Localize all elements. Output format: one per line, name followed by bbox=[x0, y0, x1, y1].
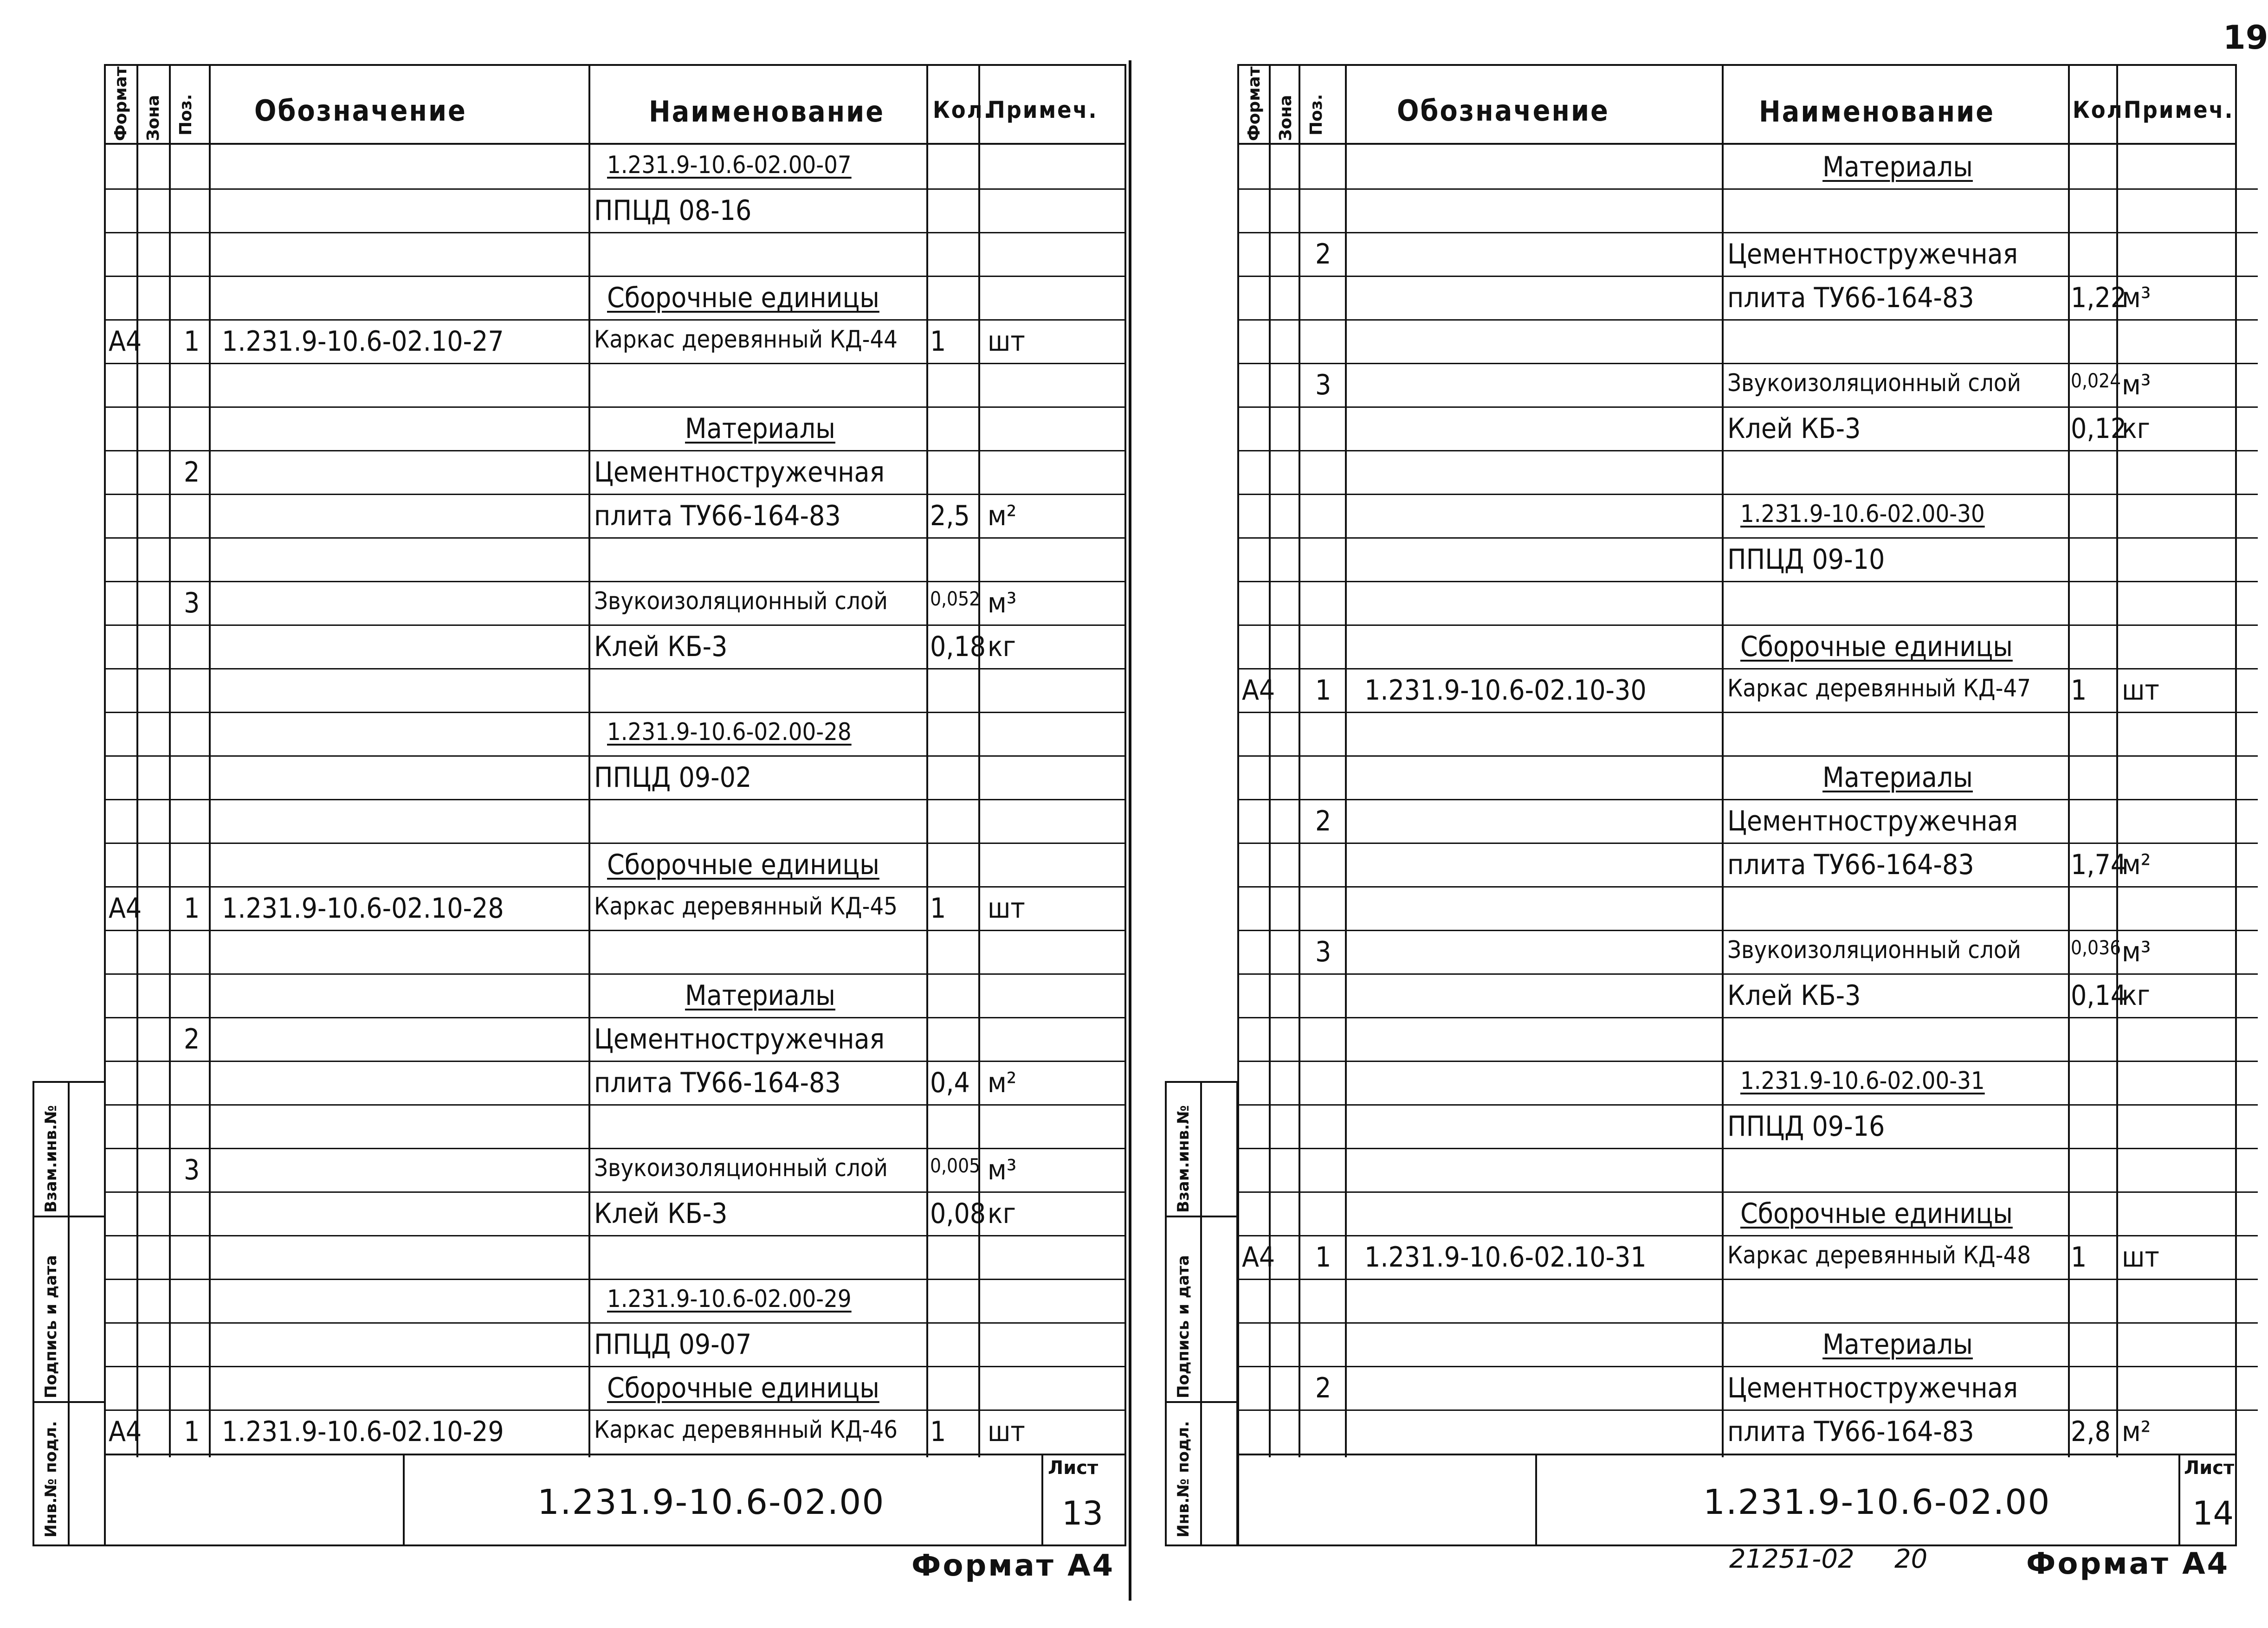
cell-note: кг bbox=[2122, 412, 2150, 445]
cell-pos: 2 bbox=[1315, 1372, 1331, 1404]
cell-pos: 1 bbox=[184, 1416, 200, 1448]
right-sidebar bbox=[1165, 1081, 1238, 1546]
cell-name: Сборочные единицы bbox=[607, 282, 879, 314]
row-divider bbox=[1239, 755, 2258, 757]
row-divider bbox=[106, 668, 1124, 669]
sidebar-inv-label: Инв.№ подл. bbox=[42, 1421, 60, 1538]
cell-qty: 0,14 bbox=[2071, 979, 2127, 1012]
cell-qty: 0,4 bbox=[930, 1067, 970, 1099]
cell-name: ППЦД 09-07 bbox=[594, 1328, 752, 1361]
cell-name: Цементностружечная bbox=[594, 456, 885, 489]
cell-name: плита ТУ66-164-83 bbox=[1727, 1416, 1974, 1448]
row-divider bbox=[1239, 624, 2258, 626]
doc-code: 1.231.9-10.6-02.00 bbox=[537, 1482, 885, 1522]
cell-note: шт bbox=[988, 1416, 1025, 1448]
right-sheet bbox=[1237, 64, 2260, 1581]
cell-name: плита ТУ66-164-83 bbox=[594, 1067, 841, 1099]
header-format: Формат bbox=[111, 66, 130, 141]
cell-note: м³ bbox=[2122, 369, 2151, 401]
row-divider bbox=[106, 1104, 1124, 1106]
cell-pos: 1 bbox=[184, 325, 200, 358]
cell-note: кг bbox=[988, 631, 1016, 663]
sidebar-block-swap bbox=[1165, 1081, 1238, 1217]
row-divider bbox=[106, 799, 1124, 800]
cell-name: Каркас деревянный КД-45 bbox=[594, 893, 898, 920]
cell-name: Сборочные единицы bbox=[1740, 1197, 2013, 1230]
header-format: Формат bbox=[1245, 66, 1264, 141]
row-divider bbox=[106, 1191, 1124, 1193]
row-divider bbox=[1239, 363, 2258, 364]
page-stamp: 20 bbox=[1894, 1544, 1928, 1574]
table-header bbox=[106, 66, 1124, 145]
row-divider bbox=[1239, 973, 2258, 975]
cell-name: Клей КБ-3 bbox=[1727, 412, 1861, 445]
doc-stamp: 21251-02 bbox=[1729, 1544, 1854, 1574]
left-sheet bbox=[104, 64, 1126, 1583]
cell-name: Звукоизоляционный слой bbox=[594, 1154, 888, 1182]
cell-name: Материалы bbox=[685, 979, 835, 1012]
cell-name: Клей КБ-3 bbox=[1727, 979, 1861, 1012]
cell-name: Сборочные единицы bbox=[607, 849, 879, 881]
row-divider bbox=[1239, 1104, 2258, 1106]
cell-name: Каркас деревянный КД-46 bbox=[594, 1416, 898, 1444]
row-divider bbox=[1239, 494, 2258, 495]
cell-name: Звукоизоляционный слой bbox=[1727, 369, 2021, 397]
cell-designation: 1.231.9-10.6-02.10-28 bbox=[222, 892, 504, 925]
cell-qty: 1 bbox=[2071, 674, 2087, 707]
row-divider bbox=[1239, 1235, 2258, 1236]
row-divider bbox=[1239, 930, 2258, 931]
cell-qty: 0,08 bbox=[930, 1197, 986, 1230]
cell-name: Клей КБ-3 bbox=[594, 1197, 728, 1230]
cell-designation: 1.231.9-10.6-02.10-30 bbox=[1364, 674, 1647, 707]
cell-name: плита ТУ66-164-83 bbox=[1727, 849, 1974, 881]
cell-qty: 1 bbox=[2071, 1241, 2087, 1274]
cell-note: шт bbox=[988, 892, 1025, 925]
cell-note: м² bbox=[988, 1067, 1017, 1099]
row-divider bbox=[106, 712, 1124, 713]
row-divider bbox=[1239, 450, 2258, 451]
cell-name: Звукоизоляционный слой bbox=[594, 587, 888, 615]
cell-note: м³ bbox=[988, 587, 1017, 619]
cell-note: м² bbox=[2122, 849, 2151, 881]
cell-designation: 1.231.9-10.6-02.10-31 bbox=[1364, 1241, 1647, 1274]
row-divider bbox=[106, 843, 1124, 844]
header-zone: Зона bbox=[1276, 95, 1295, 141]
title-block bbox=[1237, 1455, 2237, 1546]
sheet-label: Лист bbox=[1048, 1457, 1098, 1479]
row-divider bbox=[106, 319, 1124, 321]
format-label: Формат А4 bbox=[911, 1549, 1115, 1583]
cell-note: шт bbox=[2122, 1241, 2159, 1274]
cell-pos: 3 bbox=[1315, 369, 1331, 401]
header-note: Примеч. bbox=[2124, 97, 2234, 123]
cell-name: Звукоизоляционный слой bbox=[1727, 936, 2021, 964]
cell-name: Каркас деревянный КД-44 bbox=[594, 326, 898, 354]
row-divider bbox=[106, 624, 1124, 626]
row-divider bbox=[1239, 668, 2258, 669]
cell-name: ППЦД 09-02 bbox=[594, 761, 752, 794]
row-divider bbox=[1239, 1061, 2258, 1062]
sidebar-block-inv bbox=[1165, 1401, 1238, 1546]
cell-name: Каркас деревянный КД-47 bbox=[1727, 675, 2031, 702]
row-divider bbox=[106, 1148, 1124, 1149]
cell-note: м³ bbox=[2122, 282, 2151, 314]
format-label: Формат А4 bbox=[2026, 1547, 2230, 1581]
table-header bbox=[1239, 66, 2235, 145]
row-divider bbox=[1239, 1017, 2258, 1018]
header-note: Примеч. bbox=[988, 97, 1098, 123]
cell-name: 1.231.9-10.6-02.00-30 bbox=[1740, 500, 1985, 528]
row-divider bbox=[106, 1061, 1124, 1062]
cell-qty: 0,052 bbox=[930, 587, 981, 610]
row-divider bbox=[106, 188, 1124, 190]
row-divider bbox=[106, 1017, 1124, 1018]
cell-name: 1.231.9-10.6-02.00-07 bbox=[607, 151, 852, 179]
cell-pos: 3 bbox=[184, 1154, 200, 1186]
cell-format: А4 bbox=[109, 892, 142, 925]
cell-pos: 1 bbox=[1315, 674, 1331, 707]
cell-name: ППЦД 09-10 bbox=[1727, 543, 1885, 576]
cell-note: шт bbox=[2122, 674, 2159, 707]
row-divider bbox=[106, 1409, 1124, 1411]
header-zone: Зона bbox=[144, 95, 163, 141]
row-divider bbox=[1239, 581, 2258, 582]
cell-format: А4 bbox=[1242, 674, 1275, 707]
sidebar-block-sign bbox=[32, 1216, 106, 1403]
cell-designation: 1.231.9-10.6-02.10-27 bbox=[222, 325, 504, 358]
cell-name: ППЦД 09-16 bbox=[1727, 1110, 1885, 1143]
row-divider bbox=[1239, 319, 2258, 321]
cell-pos: 3 bbox=[1315, 936, 1331, 968]
row-divider bbox=[1239, 1409, 2258, 1411]
header-name: Наименование bbox=[649, 95, 885, 129]
header-qty: Кол. bbox=[933, 97, 993, 123]
cell-name: ППЦД 08-16 bbox=[594, 194, 752, 227]
cell-name: Материалы bbox=[1822, 151, 1973, 183]
row-divider bbox=[1239, 1366, 2258, 1367]
cell-name: Цементностружечная bbox=[1727, 238, 2018, 270]
cell-pos: 2 bbox=[1315, 805, 1331, 837]
header-name: Наименование bbox=[1759, 95, 1995, 129]
cell-pos: 1 bbox=[184, 892, 200, 925]
cell-pos: 1 bbox=[1315, 1241, 1331, 1274]
page-number: 19 bbox=[2223, 19, 2268, 57]
row-divider bbox=[106, 363, 1124, 364]
sidebar-block-sign bbox=[1165, 1216, 1238, 1403]
cell-name: Материалы bbox=[685, 412, 835, 445]
cell-name: Клей КБ-3 bbox=[594, 631, 728, 663]
spec-table bbox=[1237, 64, 2237, 1455]
cell-name: 1.231.9-10.6-02.00-29 bbox=[607, 1285, 852, 1313]
row-divider bbox=[1239, 886, 2258, 888]
cell-qty: 2,8 bbox=[2071, 1416, 2111, 1448]
row-divider bbox=[1239, 1279, 2258, 1280]
row-divider bbox=[106, 450, 1124, 451]
cell-note: кг bbox=[2122, 979, 2150, 1012]
row-divider bbox=[1239, 188, 2258, 190]
cell-format: А4 bbox=[1242, 1241, 1275, 1274]
cell-name: Каркас деревянный КД-48 bbox=[1727, 1242, 2031, 1269]
row-divider bbox=[106, 1322, 1124, 1324]
row-divider bbox=[1239, 276, 2258, 277]
row-divider bbox=[1239, 1148, 2258, 1149]
row-divider bbox=[106, 1366, 1124, 1367]
sidebar-swap-label: Взам.инв.№ bbox=[1174, 1105, 1193, 1213]
cell-name: Сборочные единицы bbox=[607, 1372, 879, 1404]
row-divider bbox=[1239, 799, 2258, 800]
sidebar-inv-label: Инв.№ подл. bbox=[1174, 1421, 1193, 1538]
cell-format: А4 bbox=[109, 1416, 142, 1448]
sheet-label: Лист bbox=[2184, 1457, 2235, 1479]
cell-note: м³ bbox=[2122, 936, 2151, 968]
row-divider bbox=[1239, 1191, 2258, 1193]
row-divider bbox=[106, 406, 1124, 408]
cell-name: 1.231.9-10.6-02.00-31 bbox=[1740, 1067, 1985, 1095]
cell-name: Цементностружечная bbox=[1727, 1372, 2018, 1404]
row-divider bbox=[106, 1279, 1124, 1280]
row-divider bbox=[1239, 232, 2258, 233]
cell-name: Сборочные единицы bbox=[1740, 631, 2013, 663]
cell-note: м² bbox=[2122, 1416, 2151, 1448]
sidebar-block-swap bbox=[32, 1081, 106, 1217]
row-divider bbox=[106, 755, 1124, 757]
row-divider bbox=[106, 886, 1124, 888]
sheet-number: 13 bbox=[1062, 1494, 1104, 1532]
sheet-number: 14 bbox=[2192, 1494, 2234, 1532]
cell-name: Цементностружечная bbox=[1727, 805, 2018, 837]
cell-qty: 1,22 bbox=[2071, 282, 2127, 314]
cell-pos: 2 bbox=[184, 1023, 200, 1055]
cell-qty: 0,036 bbox=[2071, 936, 2121, 959]
cell-designation: 1.231.9-10.6-02.10-29 bbox=[222, 1416, 504, 1448]
left-sidebar bbox=[32, 1081, 106, 1546]
row-divider bbox=[106, 537, 1124, 539]
cell-pos: 2 bbox=[184, 456, 200, 489]
doc-code: 1.231.9-10.6-02.00 bbox=[1703, 1482, 2051, 1522]
cell-name: Материалы bbox=[1822, 1328, 1973, 1361]
cell-qty: 2,5 bbox=[930, 500, 970, 532]
cell-qty: 0,005 bbox=[930, 1154, 981, 1177]
header-designation: Обозначение bbox=[254, 94, 467, 128]
header-designation: Обозначение bbox=[1397, 94, 1609, 128]
row-divider bbox=[106, 973, 1124, 975]
cell-format: А4 bbox=[109, 325, 142, 358]
sheet-divider bbox=[1129, 60, 1131, 1601]
cell-pos: 2 bbox=[1315, 238, 1331, 270]
cell-qty: 0,024 bbox=[2071, 369, 2121, 392]
row-divider bbox=[106, 1235, 1124, 1236]
row-divider bbox=[1239, 406, 2258, 408]
cell-name: Материалы bbox=[1822, 761, 1973, 794]
cell-pos: 3 bbox=[184, 587, 200, 619]
cell-name: Цементностружечная bbox=[594, 1023, 885, 1055]
row-divider bbox=[1239, 1322, 2258, 1324]
row-divider bbox=[1239, 843, 2258, 844]
title-block bbox=[104, 1455, 1126, 1546]
cell-qty: 1,74 bbox=[2071, 849, 2127, 881]
cell-note: кг bbox=[988, 1197, 1016, 1230]
row-divider bbox=[106, 930, 1124, 931]
row-divider bbox=[106, 494, 1124, 495]
cell-note: м² bbox=[988, 500, 1017, 532]
cell-qty: 0,12 bbox=[2071, 412, 2127, 445]
spec-table bbox=[104, 64, 1126, 1455]
cell-note: м³ bbox=[988, 1154, 1017, 1186]
cell-name: плита ТУ66-164-83 bbox=[1727, 282, 1974, 314]
header-qty: Кол. bbox=[2073, 97, 2133, 123]
header-pos: Поз. bbox=[176, 94, 195, 135]
row-divider bbox=[106, 232, 1124, 233]
cell-qty: 1 bbox=[930, 892, 946, 925]
cell-name: плита ТУ66-164-83 bbox=[594, 500, 841, 532]
row-divider bbox=[1239, 712, 2258, 713]
cell-qty: 1 bbox=[930, 325, 946, 358]
sidebar-swap-label: Взам.инв.№ bbox=[42, 1105, 60, 1213]
sidebar-sign-label: Подпись и дата bbox=[1174, 1255, 1193, 1398]
row-divider bbox=[106, 581, 1124, 582]
row-divider bbox=[1239, 537, 2258, 539]
cell-qty: 0,18 bbox=[930, 631, 986, 663]
sidebar-block-inv bbox=[32, 1401, 106, 1546]
cell-name: 1.231.9-10.6-02.00-28 bbox=[607, 718, 852, 746]
sidebar-sign-label: Подпись и дата bbox=[42, 1255, 60, 1398]
cell-note: шт bbox=[988, 325, 1025, 358]
cell-qty: 1 bbox=[930, 1416, 946, 1448]
row-divider bbox=[106, 276, 1124, 277]
header-pos: Поз. bbox=[1307, 94, 1326, 135]
